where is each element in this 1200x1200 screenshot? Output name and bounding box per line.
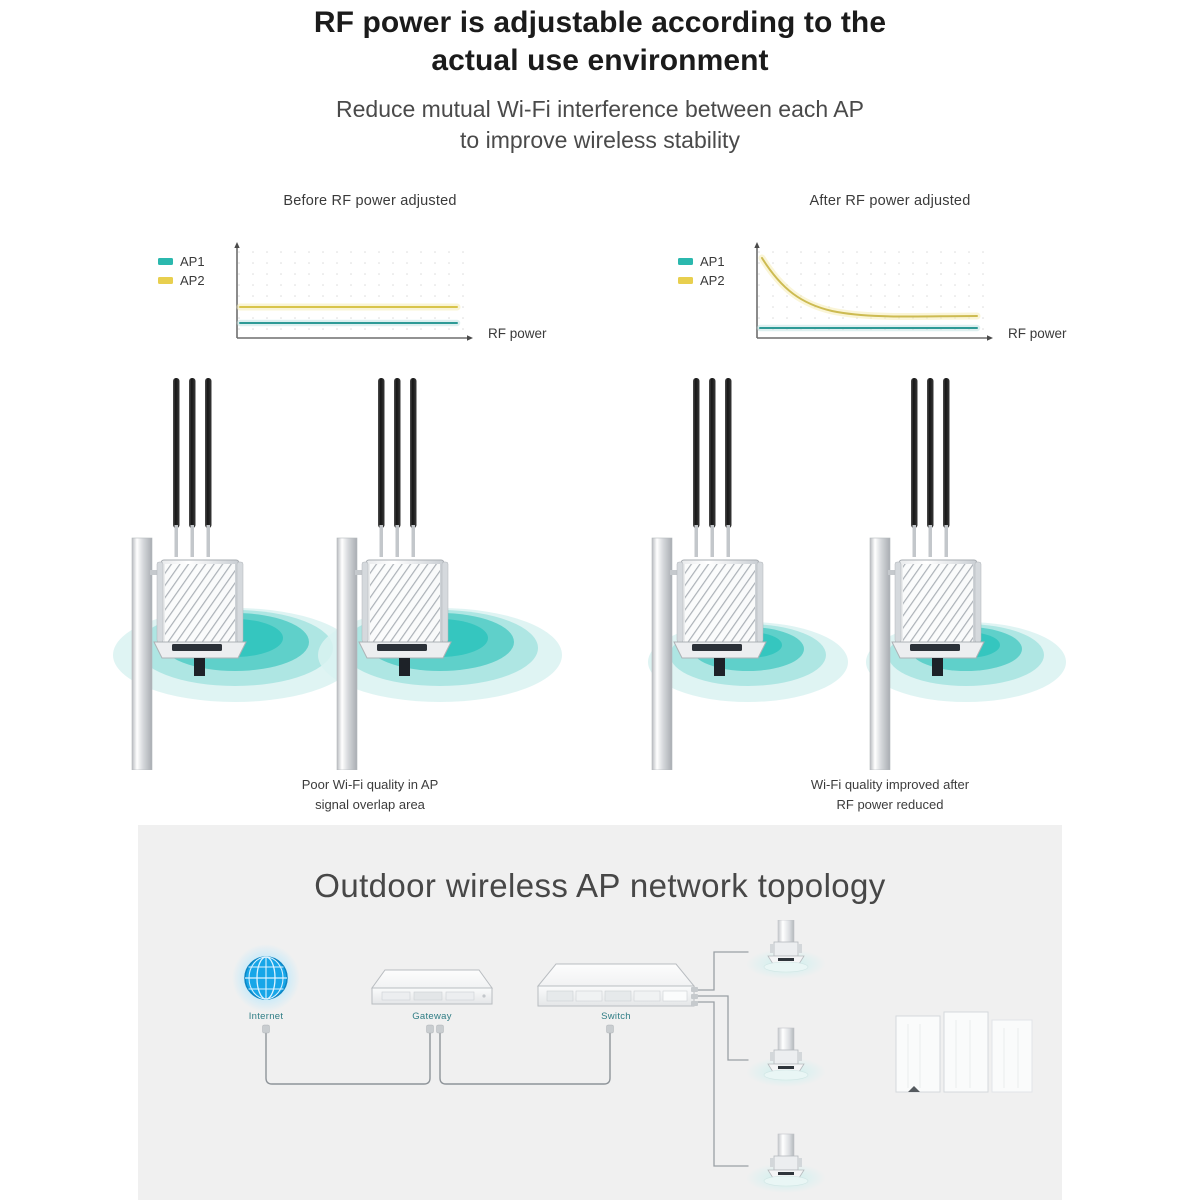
node-label-internet: Internet xyxy=(248,1011,284,1022)
outdoor-ap-icon xyxy=(764,920,808,972)
cable-connectors xyxy=(263,1025,614,1033)
panel-before-caption-line2: signal overlap area xyxy=(315,796,425,812)
header xyxy=(0,0,1200,157)
chart-after-xaxis-label: RF power xyxy=(1008,326,1067,341)
node-access-point-3[interactable] xyxy=(746,1134,826,1193)
topology-title: Outdoor wireless AP network topology xyxy=(314,867,886,904)
legend-item-ap1 xyxy=(158,252,205,271)
panel-after-caption xyxy=(630,775,1150,814)
ap-port-strip-1 xyxy=(172,644,222,651)
ap-connector-1 xyxy=(714,658,725,676)
node-switch[interactable] xyxy=(538,964,694,1022)
page-title-line1: RF power is adjustable according to the xyxy=(313,6,887,39)
cable-internet-to-gateway xyxy=(266,1030,430,1084)
antenna-group-1 xyxy=(173,378,212,557)
switch-icon xyxy=(538,964,694,1006)
page-subtitle-line1: Reduce mutual Wi-Fi interference between each AP xyxy=(336,95,864,122)
legend-item-ap2 xyxy=(158,271,205,290)
page-subtitle xyxy=(0,94,1200,157)
panel-before-caption xyxy=(110,775,630,814)
mount-pole-2 xyxy=(870,538,890,770)
panel-after-title: After RF power adjusted xyxy=(809,193,971,209)
legend-label-ap2: AP2 xyxy=(180,273,205,288)
legend-swatch-ap1-after xyxy=(678,258,693,265)
node-access-point-2[interactable] xyxy=(746,1028,826,1087)
outdoor-ap-unit-1 xyxy=(132,378,246,770)
ap-port-strip-2 xyxy=(910,644,960,651)
cable-gateway-to-switch xyxy=(440,1030,610,1084)
node-label-gateway: Gateway xyxy=(412,1011,452,1022)
legend-swatch-ap1 xyxy=(158,258,173,265)
panel-before-title: Before RF power adjusted xyxy=(283,193,457,209)
chart-after-xaxis-arrow xyxy=(987,335,993,340)
legend-label-ap1-after: AP1 xyxy=(700,254,725,269)
mount-pole-2 xyxy=(337,538,357,770)
outdoor-ap-unit-2 xyxy=(870,378,984,770)
switch-to-ap-links xyxy=(694,952,748,1166)
gateway-icon xyxy=(372,970,492,1004)
chart-before xyxy=(158,240,578,365)
legend-item-ap1-after xyxy=(678,252,725,271)
panel-before xyxy=(110,185,630,825)
legend-swatch-ap2-after xyxy=(678,277,693,284)
node-internet[interactable] xyxy=(232,944,300,1022)
node-label-switch: Switch xyxy=(601,1011,631,1022)
ap-connector-1 xyxy=(194,658,205,676)
chart-before-plot xyxy=(224,240,479,350)
switch-link-connectors xyxy=(691,987,698,1006)
chart-before-legend xyxy=(158,252,205,290)
chart-before-xaxis-arrow xyxy=(467,335,473,340)
mount-pole-1 xyxy=(132,538,152,770)
outdoor-ap-unit-2 xyxy=(337,378,451,770)
legend-item-ap2-after xyxy=(678,271,725,290)
page-subtitle-line2: to improve wireless stability xyxy=(460,127,740,154)
panel-before-caption-line1: Poor Wi-Fi quality in AP xyxy=(301,777,439,792)
ap-port-strip-1 xyxy=(692,644,742,651)
panel-after-caption-line1: Wi-Fi quality improved after xyxy=(810,777,970,792)
mount-pole-1 xyxy=(652,538,672,770)
globe-icon xyxy=(245,957,287,999)
buildings-icon xyxy=(896,1012,1032,1092)
node-access-point-1[interactable] xyxy=(746,920,826,979)
chart-after xyxy=(678,240,1098,365)
antenna-group-1 xyxy=(693,378,732,557)
topology-diagram xyxy=(138,920,1062,1200)
comparison-section xyxy=(0,185,1200,825)
panel-after-caption-line2: RF power reduced xyxy=(836,796,944,812)
panel-after xyxy=(630,185,1150,825)
ap-scene-after xyxy=(630,370,1150,770)
ap-port-strip-2 xyxy=(377,644,427,651)
topology-section xyxy=(138,825,1062,1200)
antenna-group-2 xyxy=(911,378,950,557)
legend-label-ap1: AP1 xyxy=(180,254,205,269)
outdoor-ap-icon xyxy=(764,1134,808,1186)
legend-label-ap2-after: AP2 xyxy=(700,273,725,288)
ap-scene-before xyxy=(110,370,630,770)
legend-swatch-ap2 xyxy=(158,277,173,284)
chart-after-plot xyxy=(744,240,999,350)
antenna-group-2 xyxy=(378,378,417,557)
chart-after-legend xyxy=(678,252,725,290)
node-gateway[interactable] xyxy=(372,970,492,1022)
chart-before-xaxis-label: RF power xyxy=(488,326,547,341)
outdoor-ap-icon xyxy=(764,1028,808,1080)
ap-connector-2 xyxy=(932,658,943,676)
page-title-line2: actual use environment xyxy=(431,44,769,78)
outdoor-ap-unit-1 xyxy=(652,378,766,770)
page-title xyxy=(0,4,1200,81)
ap-connector-2 xyxy=(399,658,410,676)
